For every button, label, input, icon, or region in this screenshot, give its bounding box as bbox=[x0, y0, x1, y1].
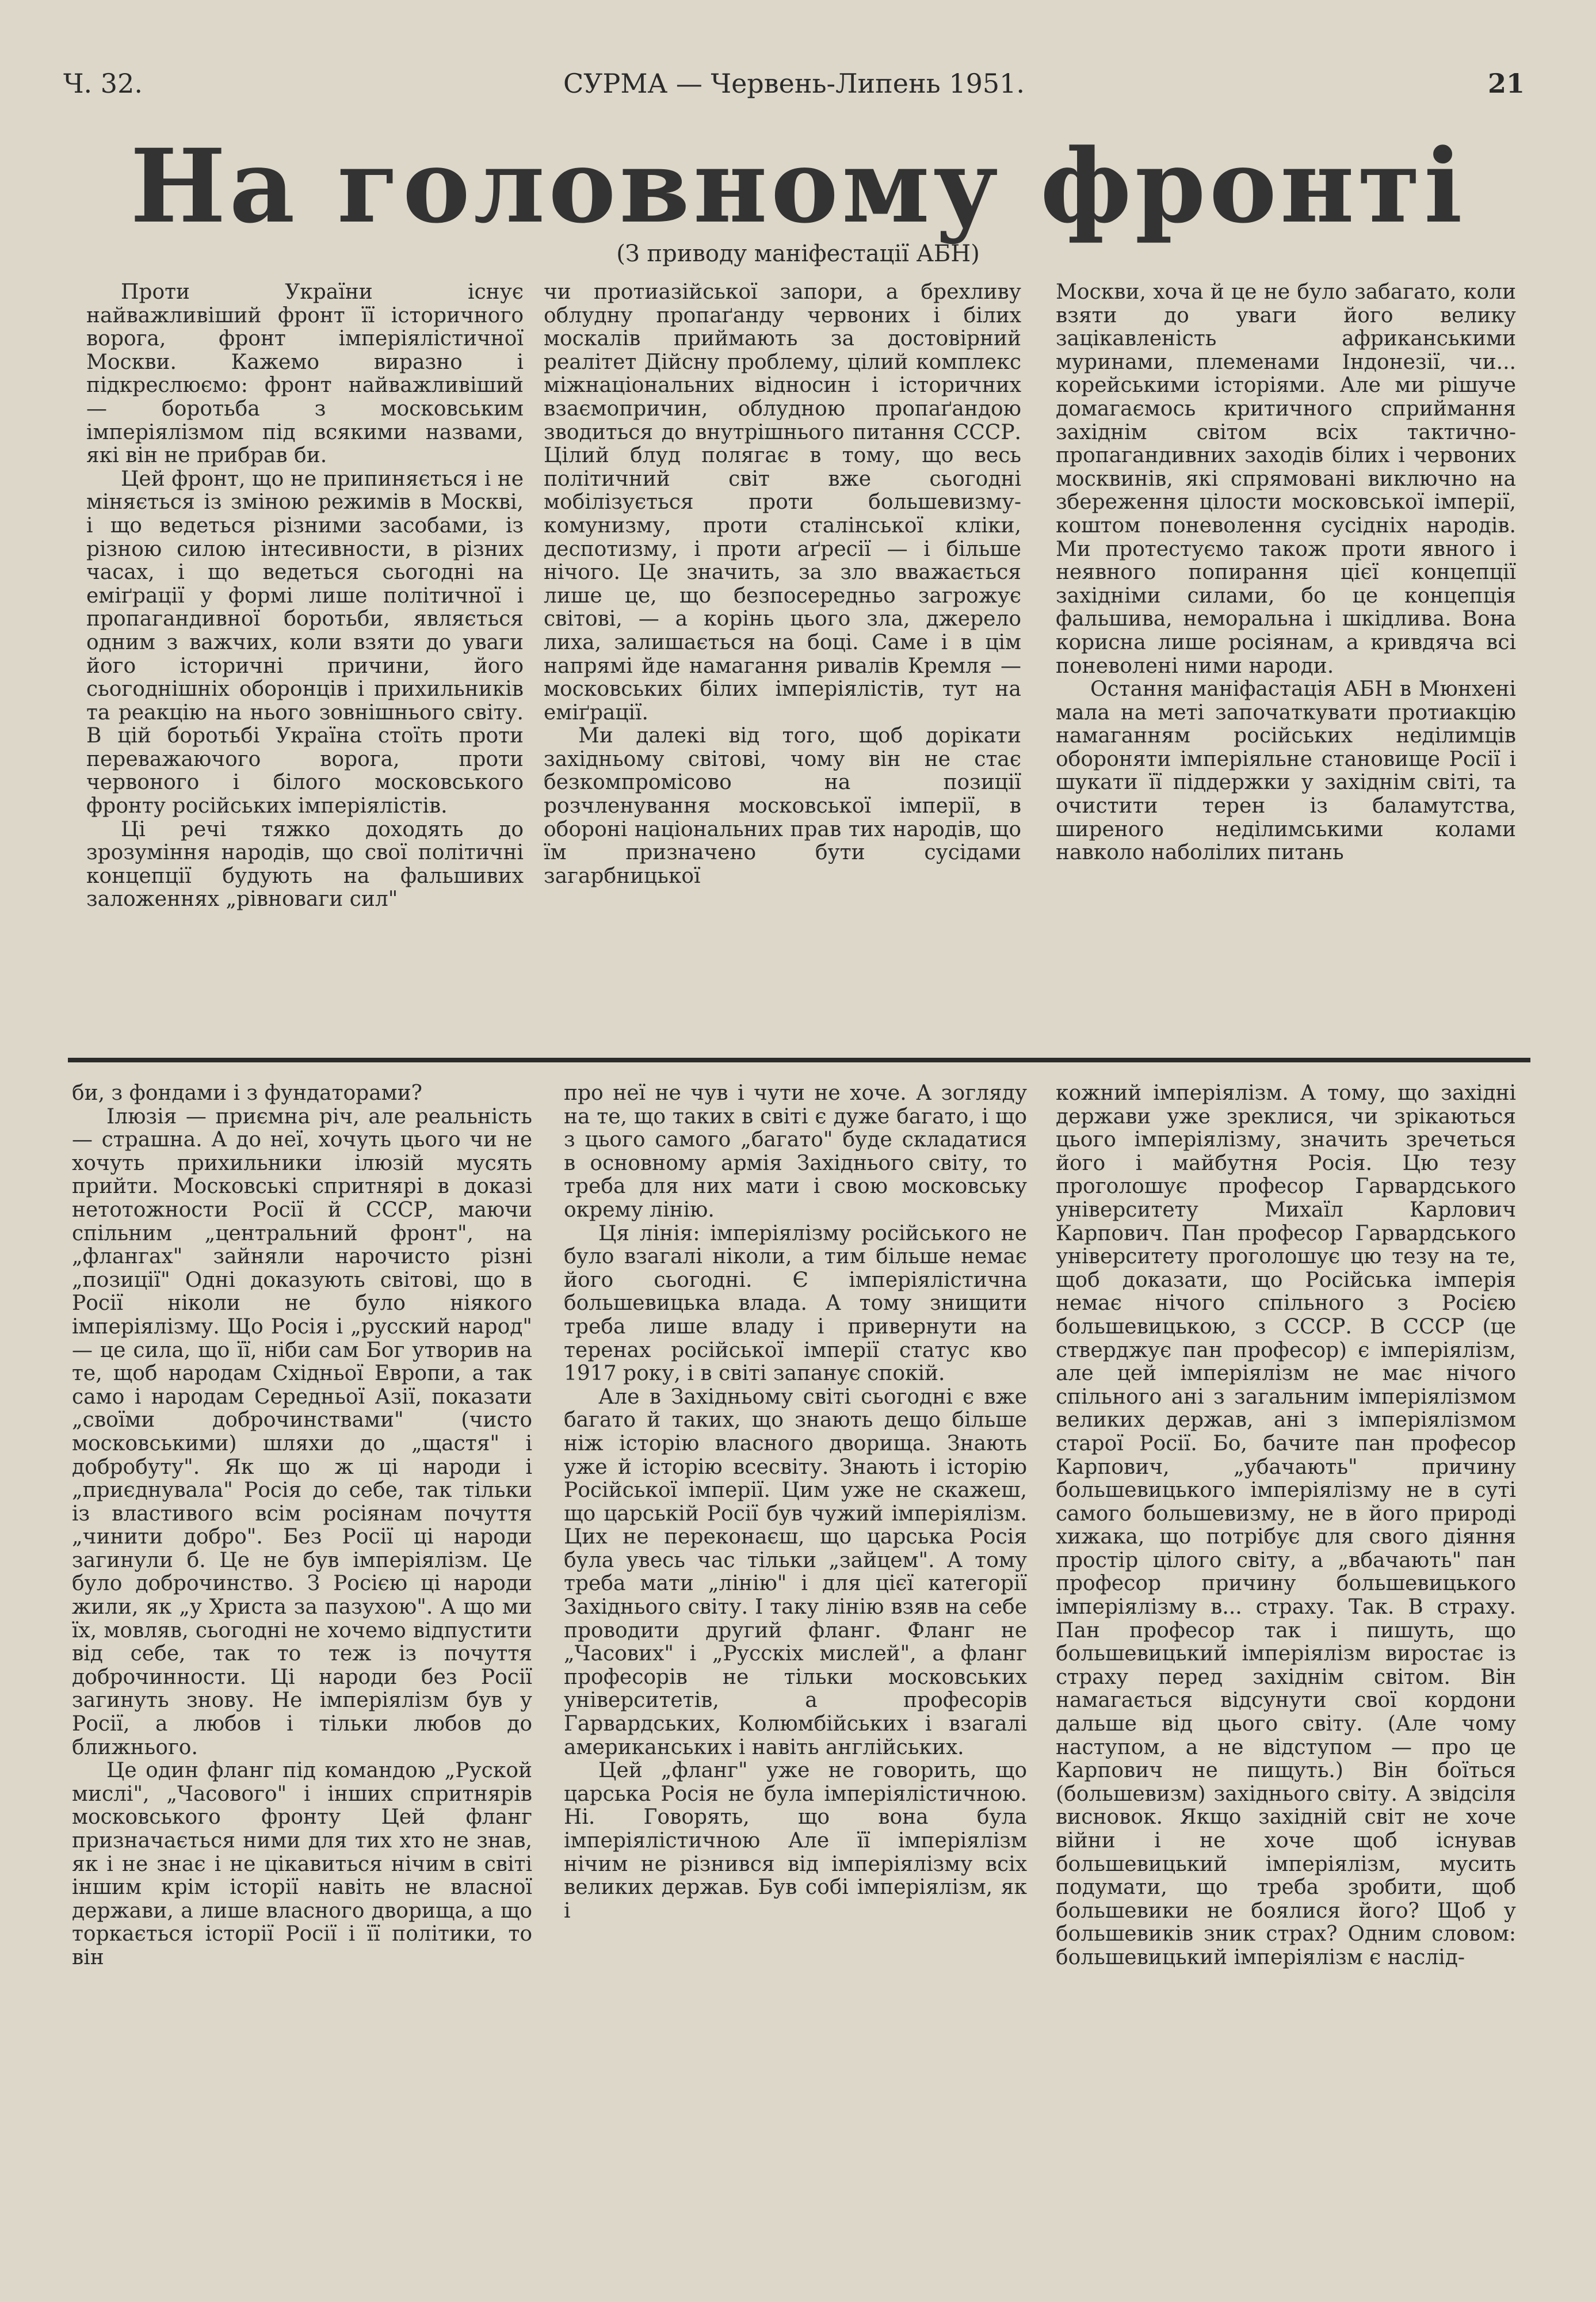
top-column-1 bbox=[86, 281, 524, 912]
paragraph: Цей „фланг" уже не говорить, що царська Росія не була імперіялістичною. Ні. Говорять, що вона була імперіялістичною Але її імперіялізм нічим не різнився від імперіялізму всіх великих держав. Був собі імперіялізм, як і bbox=[564, 1759, 1027, 1923]
bottom-column-3 bbox=[1056, 1082, 1516, 1970]
article-subtitle: (З приводу маніфестації АБН) bbox=[616, 241, 980, 267]
page-header bbox=[63, 68, 1525, 108]
bottom-column-2 bbox=[564, 1082, 1027, 1923]
paragraph: кожний імперіялізм. А тому, що західні держави уже зреклися, чи зрікаються цього імперіялізму, значить зречеться його і майбутня Росія. Цю тезу проголошує професор Гарвардського університету Михаїл Карлович Карпович. Пан професор Гарвардського університету проголошує цю тезу на те, щоб доказати, що Російська імперія немає нічого спільного з Росією большевицькою, з СССР. В СССР (це стверджує пан професор) є імперіялізм, але цей імперіялізм не має нічого спільного ані з загальним імперіялізмом великих держав, ані з імперіялізмом старої Росії. Бо, бачите пан професор Карпович, „убачають" причину большевицького імперіялізму не в суті самого большевизму, не в його природі хижака, що потрібує для свого діяння простір цілого світу, а „вбачають" пан професор причину большевицького імперіялізму в... страху. Так. В страху. Пан професор так і пишуть, що большевицький імперіялізм виростає із страху перед західнім світом. Він намагається відсунути свої кордони дальше від цього світу. (Але чому наступом, а не відступом — про це Карпович не пищуть.) Він боїться (большевизм) західнього світу. А звідсіля висновок. Якщо західній світ не хоче війни і не хоче щоб існував большевицький імперіялізм, мусить подумати, що треба зробити, щоб большевики не боялися його? Щоб у большевиків зник страх? Одним словом: большевицький імперіялізм є наслід- bbox=[1056, 1081, 1516, 1969]
section-divider-rule bbox=[68, 1058, 1530, 1062]
paragraph: Остання маніфастація АБН в Мюнхені мала на меті започаткувати протиакцію намаганням російських неділимців обороняти імперіяльне становище Росії і шукати її піддержки у західнім світі, та очистити терен із баламутства, ширеного неділимськими колами навколо наболілих питань bbox=[1056, 677, 1516, 865]
paragraph: Ця лінія: імперіялізму російського не було взагалі ніколи, а тим більше немає його сьогодні. Є імперіялістична большевицька влада. А тому знищити треба лише владу і привернути на теренах російської імперії статус кво 1917 року, і в світі запанує спокій. bbox=[564, 1221, 1027, 1386]
bottom-column-1 bbox=[72, 1082, 532, 1970]
paragraph: Москви, хоча й це не було забагато, коли взяти до уваги його велику зацікавленість африканськими муринами, племенами Індонезії, чи... корейськими історіями. Але ми рішуче домагаємось критичного сприймання західнім світом всіх тактично-пропагандивних заходів білих і червоних москвинів, які спрямовані виключно на збереження цілости московської імперії, коштом поневолення сусідніх народів. Ми протестуємо також проти явного і неявного попирання цієї концепції західніми силами, бо це концепція фальшива, неморальна і шкідлива. Вона корисна лише росіянам, а кривдяча всі поневолені ними народи. bbox=[1056, 280, 1516, 678]
top-column-2 bbox=[544, 281, 1021, 888]
paragraph: би, з фондами і з фундаторами? bbox=[72, 1081, 422, 1105]
page-number: 21 bbox=[1487, 68, 1525, 99]
paragraph: Ми далекі від того, щоб дорікати західньому світові, чому він не стає безкомпромісово на позиції розчленування московської імперії, в обороні національних прав тих народів, що їм призначено бути сусідами загарбницької bbox=[544, 724, 1021, 888]
paragraph: Але в Західньому світі сьогодні є вже багато й таких, що знають дещо більше ніж історію власного дворища. Знають уже й історію всесвіту. Знають і історію Російської імперії. Цим уже не скажеш, що царській Росії був чужий імперіялізм. Цих не переконаєш, що царська Росія була увесь час тільки „зайцем". А тому треба мати „лінію" і для цієї категорії Західнього світу. І таку лінію взяв на себе проводити другий фланг. Фланг не „Часових" і „Русскіх мислей", а фланг професорів не тільки московських університетів, а професорів Гарвардських, Колюмбійських і взагалі американських і навіть англійських. bbox=[564, 1385, 1027, 1759]
paragraph: Ілюзія — приємна річ, але реальність — страшна. А до неї, хочуть цього чи не хочуть прихильники ілюзій мусять прийти. Московські спритнярі в доказі нетотожности Росії й СССР, маючи спільним „центральний фронт", на „флангах" зайняли нарочисто різні „позиції" Одні доказують світові, що в Росії ніколи не було ніякого імперіялізму. Що Росія і „русский народ" — це сила, що її, ніби сам Бог утворив на те, щоб народам Східньої Европи, а так само і народам Середньої Азії, показати „своїми доброчинствами" (чисто московськими) шляхи до „щастя" і добробуту". Як що ж ці народи і „приєднувала" Росія до себе, так тільки із властивого всім росіянам почуття „чинити добро". Без Росії ці народи загинули б. Це не був імперіялізм. Це було доброчинство. З Росією ці народи жили, як „у Христа за пазухою". А що ми їх, мовляв, сьогодні не хочемо відпустити від себе, так то теж із почуття доброчинности. Ці народи без Росії загинуть знову. Не імперіялізм був у Росії, а любов і тільки любов до ближнього. bbox=[72, 1104, 532, 1759]
running-head: СУРМА — Червень-Липень 1951. bbox=[563, 68, 1025, 99]
paragraph: Цей фронт, що не припиняється і не міняється із зміною режимів в Москві, і що ведеться різними засобами, із різною силою інтесивности, в різних часах, і що ведеться сьогодні на еміґрації у формі лише політичної і пропагандивної боротьби, являється одним з важчих, коли взяти до уваги його історичні причини, його сьогоднішніх оборонців і прихильників та реакцію на нього зовнішнього світу. В цій боротьбі Україна стоїть проти переважаючого ворога, проти червоного і білого московського фронту російських імперіялістів. bbox=[86, 467, 524, 818]
issue-number: Ч. 32. bbox=[63, 68, 143, 99]
article-title: На головному фронті bbox=[130, 127, 1466, 246]
paragraph: Це один фланг під командою „Руской мислі", „Часового" і інших спритнярів московського фронту Цей фланг призначається ними для тих хто не знав, як і не знає і не цікавиться нічим в світі іншим крім історії навіть не власної держави, а лише власного дворища, а що торкається історії Росії і її політики, то він bbox=[72, 1759, 532, 1969]
top-column-3 bbox=[1056, 281, 1516, 865]
paragraph: чи протиазійської запори, а брехливу облудну пропаґанду червоних і білих москалів приймають за достовірний реалітет Дійсну проблему, цілий комплекс міжнаціональних відносин і історичних взаємопричин, облудною пропаґандою зводиться до внутрішнього питання СССР. Цілий блуд полягає в тому, що весь політичний світ вже сьогодні мобілізується проти большевизму-комунизму, проти сталінської кліки, деспотизму, і проти аґресії — і більше нічого. Це значить, за зло вважається лише це, що безпосередньо загрожує світові, — а корінь цього зла, джерело лиха, залишається на боці. Саме і в цім напрямі йде намагання ривалів Кремля — московських білих імперіялістів, тут на еміґрації. bbox=[544, 280, 1021, 725]
paragraph: про неї не чув і чути не хоче. А зогляду на те, що таких в світі є дуже багато, і що з цього самого „багато" буде складатися в основному армія Західнього світу, то треба для них мати і свою московську окрему лінію. bbox=[564, 1081, 1027, 1222]
paragraph: Ці речі тяжко доходять до зрозуміння народів, що свої політичні концепції будують на фальшивих заложеннях „рівноваги сил" bbox=[86, 817, 524, 912]
paragraph: Проти України існує найважливіший фронт її історичного ворога, фронт імперіялістичної Москви. Кажемо виразно і підкреслюємо: фронт найважливіший — боротьба з московським імперіялізмом під всякими назвами, які він не прибрав би. bbox=[86, 280, 524, 468]
